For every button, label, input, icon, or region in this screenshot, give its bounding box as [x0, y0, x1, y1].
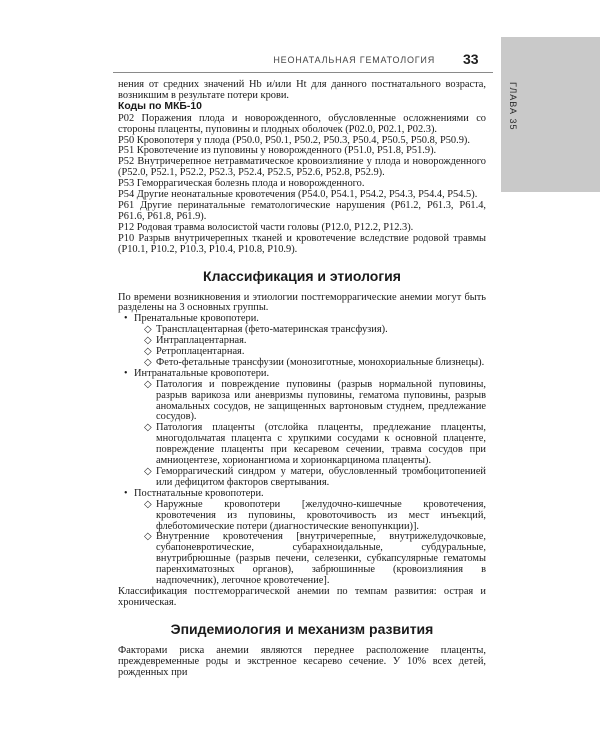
- classification-closing: Классификация постгеморрагической анемии по темпам развития: острая и хроническая.: [118, 585, 486, 608]
- group-title: Интранатальные кровопотери.: [134, 367, 270, 379]
- codes-list: [118, 114, 486, 256]
- diamond-bullet-icon: ◇: [144, 422, 152, 434]
- subitem-text: Внутренние кровотечения [внутричерепные, внутрижелудочковые, субапоневротические, субарахноидальные, субдуральные, внутрибрюшные (разрыв печени, селезенки, субкапсулярные гематомы паренхиматозных органов), забрюшинные (кровоизлияния в надпочечник), легочное кровотечение].: [156, 531, 486, 587]
- codes-heading: Коды по МКБ-10: [118, 100, 202, 112]
- classification-group: [124, 313, 486, 369]
- epidemiology-heading: Эпидемиология и механизм развития: [170, 620, 434, 637]
- group-title: Постнатальные кровопотери.: [134, 487, 264, 499]
- running-header-title: НЕОНАТАЛЬНАЯ ГЕМАТОЛОГИЯ: [273, 55, 435, 65]
- diamond-bullet-icon: ◇: [144, 466, 152, 477]
- icd-code-item: P50 Кровопотеря у плода (P50.0, P50.1, P50.2, P50.3, P50.4, P50.5, P50.8, P50.9).: [118, 134, 470, 146]
- icd-code-item: P02 Поражения плода и новорожденного, обусловленные осложнениями со стороны плаценты, пуповины и плодных оболочек (P02.0, P02.1, P02.3).: [118, 112, 486, 135]
- subitem-text: Геморрагический синдром у матери, обусловленный тромбоцитопенией или дефицитом факторов свертывания.: [156, 466, 486, 488]
- chapter-label: ГЛАВА 35: [508, 82, 518, 131]
- diamond-bullet-icon: ◇: [144, 531, 152, 543]
- diamond-bullet-icon: ◇: [144, 335, 152, 347]
- diamond-bullet-icon: ◇: [144, 378, 152, 390]
- group-subitems: [134, 325, 486, 369]
- group-title: Пренатальные кровопотери.: [134, 313, 259, 325]
- bullet-icon: •: [124, 313, 128, 325]
- group-subitems: [134, 380, 486, 489]
- epidemiology-paragraph: Факторами риска анемии являются переднее расположение плаценты, преждевременные роды и экстренное кесарево сечение. У 10% всех детей, рожденных при: [118, 644, 486, 678]
- diamond-bullet-icon: ◇: [144, 346, 152, 358]
- icd-code-item: P54 Другие неонатальные кровотечения (P54.0, P54.1, P54.2, P54.3, P54.4, P54.5).: [118, 189, 478, 201]
- group-subitem: [144, 466, 486, 489]
- bullet-icon: •: [124, 487, 128, 499]
- group-subitem: [144, 422, 486, 467]
- subitem-text: Трансплацентарная (фето-материнская трансфузия).: [156, 324, 388, 336]
- classification-list: [118, 314, 486, 587]
- intro-paragraph: нения от средних значений Hb и/или Ht для данного постнатального возраста, возникшим в результате потери крови.: [118, 79, 486, 101]
- classification-group: [124, 487, 486, 587]
- page-content: [118, 80, 486, 679]
- icd-code-item: P53 Геморрагическая болезнь плода и новорожденного.: [118, 178, 365, 190]
- icd-code-item: P52 Внутричерепное нетравматическое кровоизлияние у плода и новорожденного (P52.0, P52.1, P52.2, P52.3, P52.4, P52.5, P52.6, P52.8, P52.9).: [118, 156, 486, 179]
- icd-code-item: P51 Кровотечение из пуповины у новорожденного (P51.0, P51.8, P51.9).: [118, 145, 437, 157]
- classification-heading: Классификация и этиология: [203, 267, 401, 284]
- subitem-text: Интраплацентарная.: [156, 335, 247, 347]
- group-subitem: [144, 498, 486, 533]
- group-subitems: [134, 500, 486, 587]
- header-rule: [113, 72, 493, 73]
- diamond-bullet-icon: ◇: [144, 356, 152, 368]
- diamond-bullet-icon: ◇: [144, 324, 152, 336]
- group-subitem: [144, 378, 486, 424]
- classification-group: [124, 367, 486, 489]
- subitem-text: Патология плаценты (отслойка плаценты, предлежание плаценты, многодольчатая плацента с хрупкими сосудами к основной плаценте, повреждение плаценты при кесаревом сечении, травма сосудов при амниоцентезе, хорионангиома и хорионкарцинома плаценты).: [156, 422, 486, 467]
- page-number: 33: [463, 51, 479, 67]
- subitem-text: Наружные кровопотери [желудочно-кишечные кровотечения, кровотечения из пуповины, кровоточивость из мест инъекций, флеботомические потери (диагностические венопункции)].: [156, 498, 486, 532]
- icd-code-item: P10 Разрыв внутричерепных тканей и кровотечение вследствие родовой травмы (P10.1, P10.2, P10.3, P10.4, P10.8, P10.9).: [118, 232, 486, 255]
- group-subitem: [144, 531, 486, 587]
- subitem-text: Фето-фетальные трансфузии (монозиготные, монохориальные близнецы).: [156, 356, 485, 368]
- bullet-icon: •: [124, 367, 128, 379]
- subitem-text: Ретроплацентарная.: [156, 346, 245, 358]
- icd-code-item: P61 Другие перинатальные гематологические нарушения (P61.2, P61.3, P61.4, P61.6, P61.8, P61.9).: [118, 199, 486, 222]
- classification-intro: По времени возникновения и этиологии постгеморрагические анемии могут быть разделены на 3 основных группы.: [118, 291, 486, 314]
- icd-code-item: P12 Родовая травма волосистой части головы (P12.0, P12.2, P12.3).: [118, 221, 414, 233]
- diamond-bullet-icon: ◇: [144, 498, 152, 510]
- subitem-text: Патология и повреждение пуповины (разрыв нормальной пуповины, разрыв варикоза или аневризмы пуповины, гематома пуповины, разрыв аномальных сосудов, не защищенных вартоновым студнем, предлежание сосудов).: [156, 378, 486, 423]
